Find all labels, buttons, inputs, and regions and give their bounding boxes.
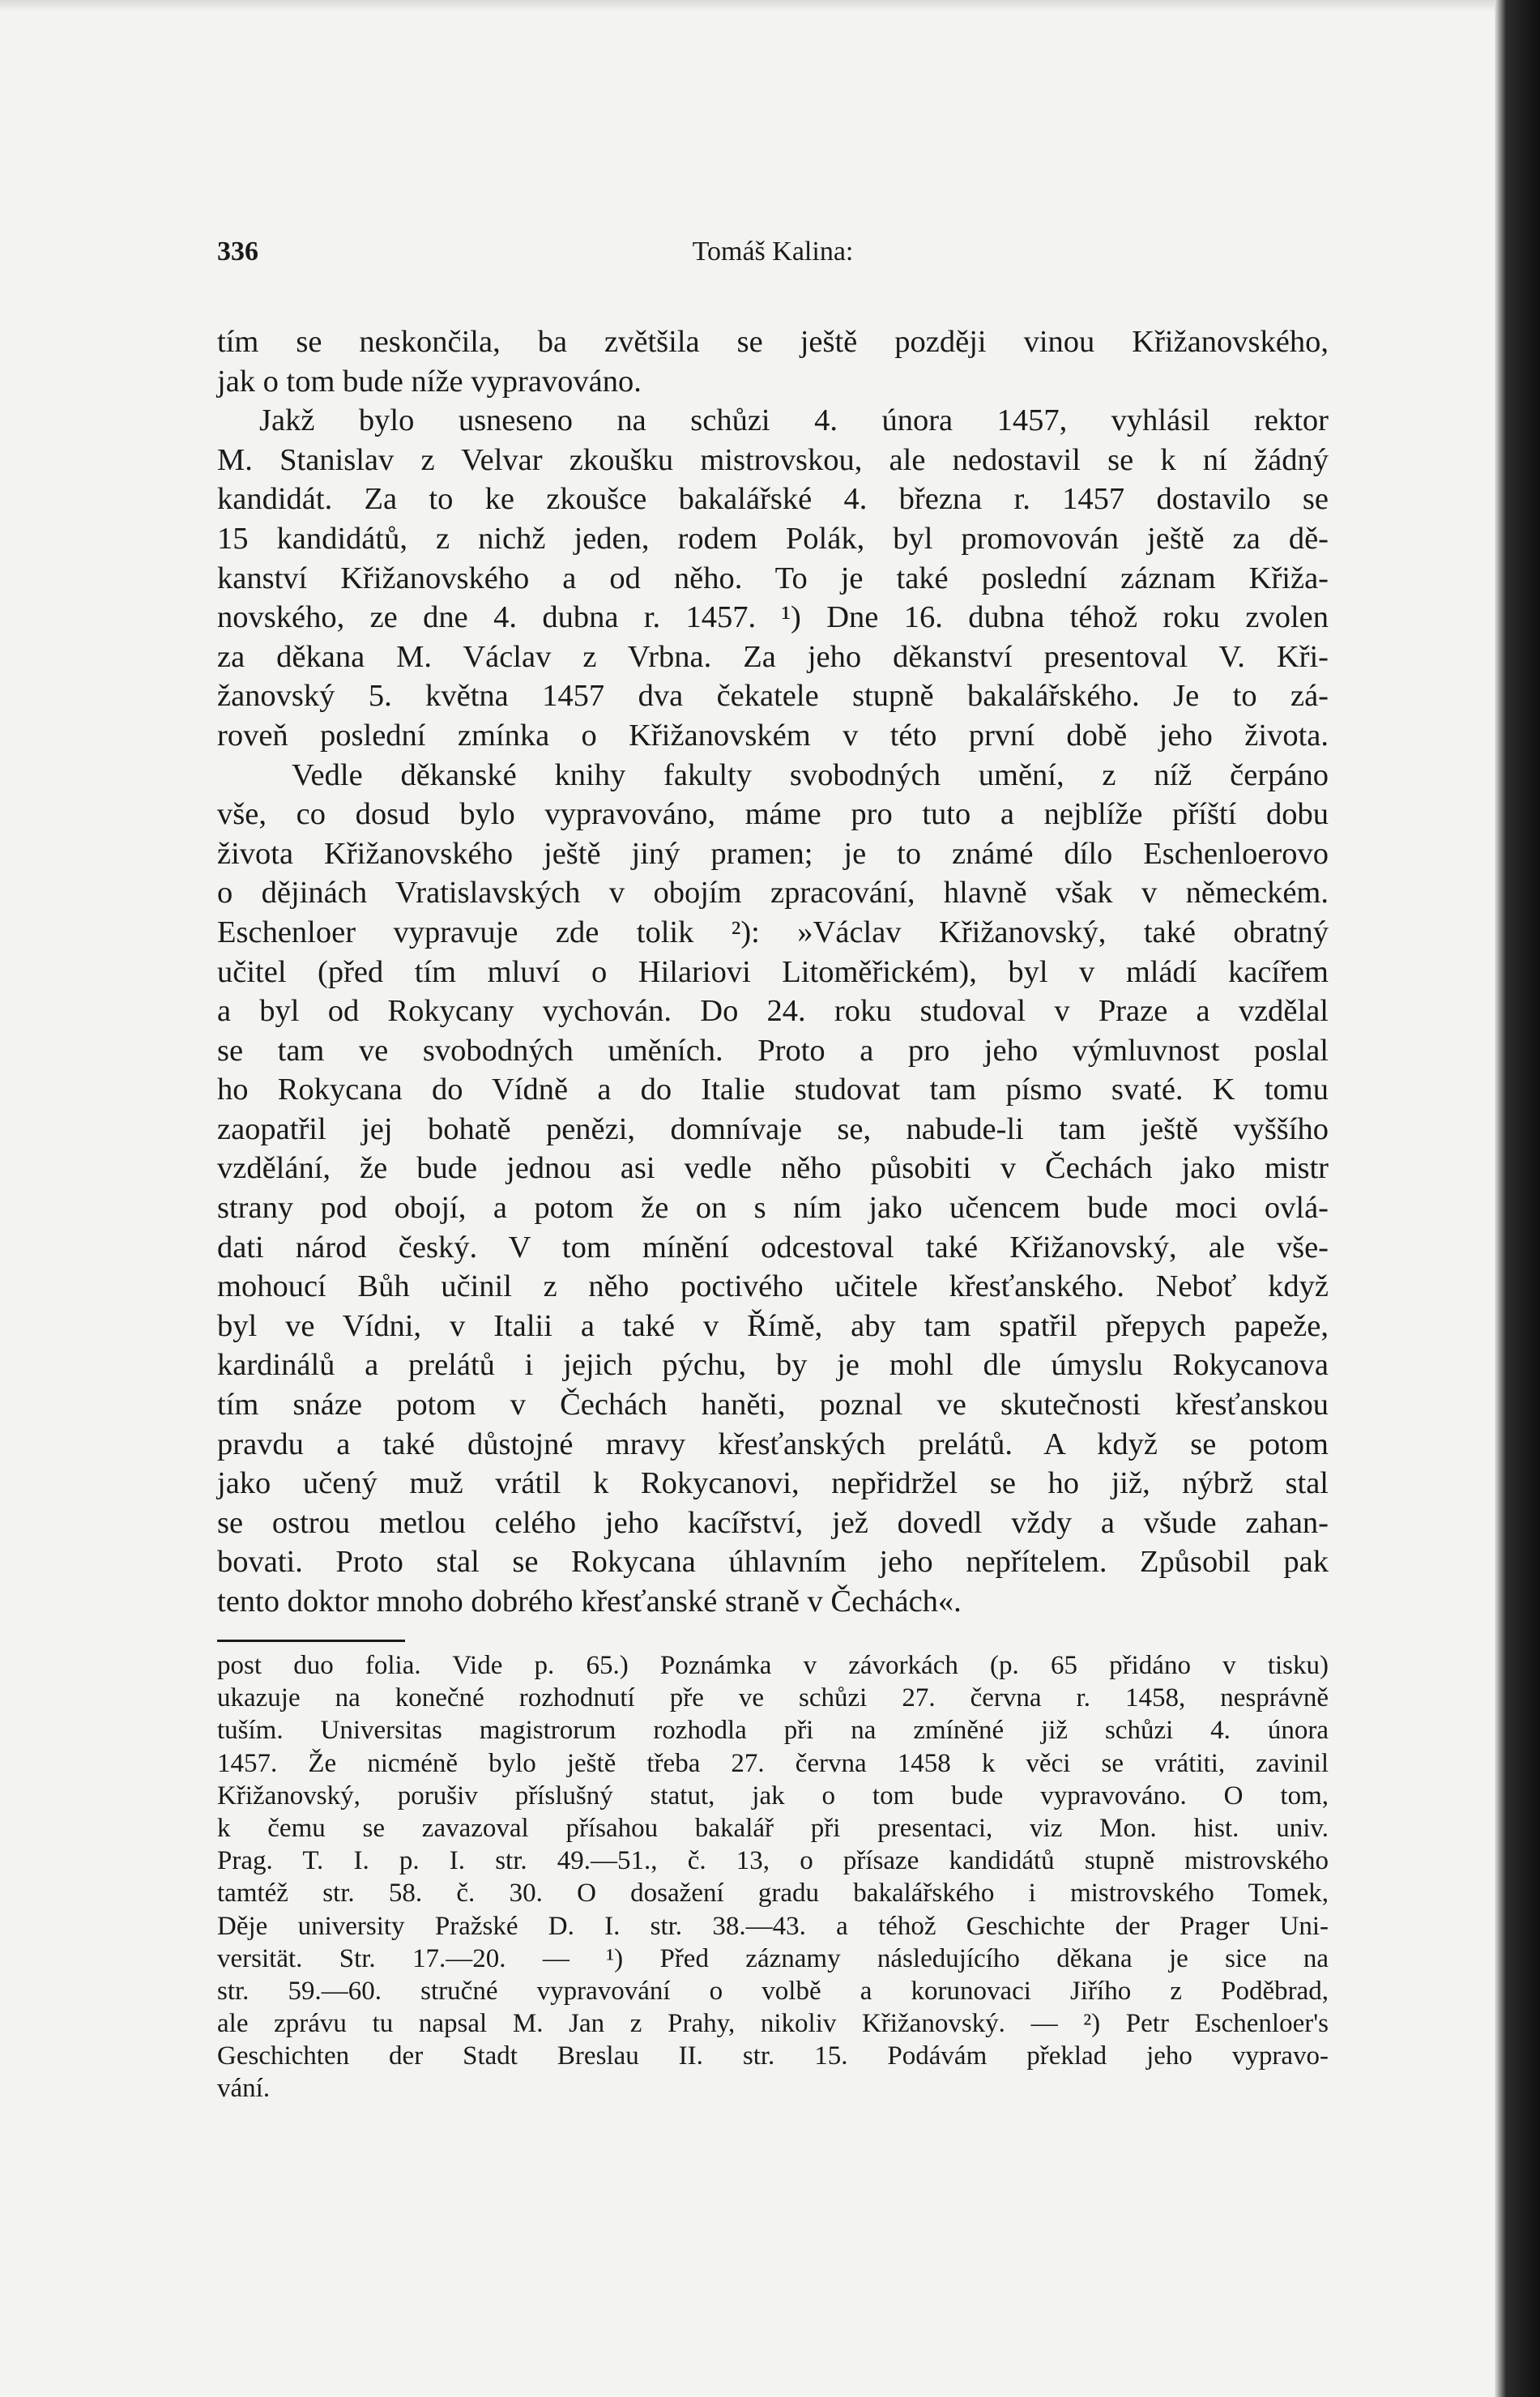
page-number: 336 xyxy=(217,237,258,267)
footnote-line: vání. xyxy=(217,2074,271,2104)
footnote-line: tamtéž str. 58. č. 30. O dosažení gradu bakalářského i mistrovského Tomek, xyxy=(217,1879,1329,1909)
footnote-line: Děje university Pražské D. I. str. 38.—43. a téhož Geschichte der Prager Uni- xyxy=(217,1911,1329,1941)
text-line: Eschenloer vypravuje zde tolik ²): »Václav Křižanovský, také obratný xyxy=(217,915,1329,949)
text-line: novského, ze dne 4. dubna r. 1457. ¹) Dne 16. dubna téhož roku zvolen xyxy=(217,600,1329,635)
text-line: strany pod obojí, a potom že on s ním jako učencem bude moci ovlá- xyxy=(217,1191,1329,1226)
text-line: a byl od Rokycany vychován. Do 24. roku studoval v Praze a vzdělal xyxy=(217,994,1329,1029)
text-line: Vedle děkanské knihy fakulty svobodných umění, z níž čerpáno xyxy=(292,757,1329,792)
text-line: tím snáze potom v Čechách haněti, poznal ve skutečnosti křesťanskou xyxy=(217,1388,1329,1422)
footnote-line: ukazuje na konečné rozhodnutí pře ve schůzi 27. června r. 1458, nesprávně xyxy=(217,1683,1329,1713)
text-line: vše, co dosud bylo vypravováno, máme pro tuto a nejblíže příští dobu xyxy=(217,797,1329,832)
text-line: ho Rokycana do Vídně a do Italie studovat tam písmo svaté. K tomu xyxy=(217,1073,1329,1107)
footnote-separator xyxy=(217,1640,405,1642)
text-line: jako učený muž vrátil k Rokycanovi, nepřidržel se ho již, nýbrž stal xyxy=(217,1466,1329,1501)
main-text xyxy=(217,322,1329,1622)
page-header xyxy=(217,237,1329,285)
footnote-line: k čemu se zavazoval přísahou bakalář při presentaci, viz Mon. hist. univ. xyxy=(217,1813,1329,1843)
text-line: se tam ve svobodných uměních. Proto a pro jeho výmluvnost poslal xyxy=(217,1033,1329,1068)
book-spine-edge xyxy=(1495,0,1540,2397)
text-line: roveň poslední zmínka o Křižanovském v této první době jeho života. xyxy=(217,718,1329,753)
text-line: kardinálů a prelátů i jejich pýchu, by je mohl dle úmyslu Rokycanova xyxy=(217,1348,1329,1383)
text-line: se ostrou metlou celého jeho kacířství, jež dovedl vždy a všude zahan- xyxy=(217,1505,1329,1540)
running-title: Tomáš Kalina: xyxy=(692,237,854,267)
footnote-line: tuším. Universitas magistrorum rozhodla při na zmíněné již schůzi 4. února xyxy=(217,1716,1329,1746)
text-line: zaopatřil jej bohatě penězi, domnívaje se, nabude-li tam ještě vyššího xyxy=(217,1111,1329,1146)
footnote-line: versität. Str. 17.—20. — ¹) Před záznamy následujícího děkana je sice na xyxy=(217,1943,1329,1973)
text-line: tento doktor mnoho dobrého křesťanské straně v Čechách«. xyxy=(217,1584,962,1619)
text-line: bovati. Proto stal se Rokycana úhlavním jeho nepřítelem. Způsobil pak xyxy=(217,1545,1329,1580)
text-line: za děkana M. Václav z Vrbna. Za jeho děkanství presentoval V. Kři- xyxy=(217,639,1329,674)
text-line: jak o tom bude níže vypravováno. xyxy=(217,364,642,399)
text-line: byl ve Vídni, v Italii a také v Římě, aby tam spatřil přepych papeže, xyxy=(217,1308,1329,1343)
text-line: 15 kandidátů, z nichž jeden, rodem Polák, byl promovován ještě za dě- xyxy=(217,521,1329,556)
text-line: kandidát. Za to ke zkoušce bakalářské 4. března r. 1457 dostavilo se xyxy=(217,482,1329,517)
footnote-line: 1457. Že nicméně bylo ještě třeba 27. června 1458 k věci se vrátiti, zavinil xyxy=(217,1748,1329,1778)
text-line: M. Stanislav z Velvar zkoušku mistrovskou, ale nedostavil se k ní žádný xyxy=(217,442,1329,477)
text-line: kanství Křižanovského a od něho. To je také poslední záznam Křiža- xyxy=(217,561,1329,595)
footnote-line: post duo folia. Vide p. 65.) Poznámka v závorkách (p. 65 přidáno v tisku) xyxy=(217,1651,1329,1680)
footnote-line: Křižanovský, porušiv příslušný statut, jak o tom bude vypravováno. O tom, xyxy=(217,1781,1329,1811)
text-line: učitel (před tím mluví o Hilariovi Litoměřickém), byl v mládí kacířem xyxy=(217,954,1329,989)
text-line: tím se neskončila, ba zvětšila se ještě později vinou Křižanovského, xyxy=(217,325,1329,359)
text-line: žanovský 5. května 1457 dva čekatele stupně bakalářského. Je to zá- xyxy=(217,679,1329,714)
text-line: vzdělání, že bude jednou asi vedle něho působiti v Čechách jako mistr xyxy=(217,1151,1329,1186)
text-line: pravdu a také důstojné mravy křesťanských prelátů. A když se potom xyxy=(217,1427,1329,1461)
text-line: Jakž bylo usneseno na schůzi 4. února 1457, vyhlásil rektor xyxy=(259,403,1329,438)
footnotes xyxy=(217,1649,1329,2105)
text-line: života Křižanovského ještě jiný pramen; je to známé dílo Eschenloerovo xyxy=(217,836,1329,871)
footnote-line: str. 59.—60. stručné vypravování o volbě a korunovaci Jiřího z Poděbrad, xyxy=(217,1976,1329,2006)
text-line: mohoucí Bůh učinil z něho poctivého učitele křesťanského. Neboť když xyxy=(217,1269,1329,1304)
page-top-shadow xyxy=(0,0,1495,11)
footnote-line: ale zprávu tu napsal M. Jan z Prahy, nikoliv Křižanovský. — ²) Petr Eschenloer's xyxy=(217,2009,1329,2039)
text-line: dati národ český. V tom mínění odcestoval také Křižanovský, ale vše- xyxy=(217,1230,1329,1265)
footnote-line: Geschichten der Stadt Breslau II. str. 15. Podávám překlad jeho vypravo- xyxy=(217,2041,1329,2071)
footnote-line: Prag. T. I. p. I. str. 49.—51., č. 13, o přísaze kandidátů stupně mistrovského xyxy=(217,1846,1329,1876)
text-line: o dějinách Vratislavských v obojím zpracování, hlavně však v německém. xyxy=(217,876,1329,911)
